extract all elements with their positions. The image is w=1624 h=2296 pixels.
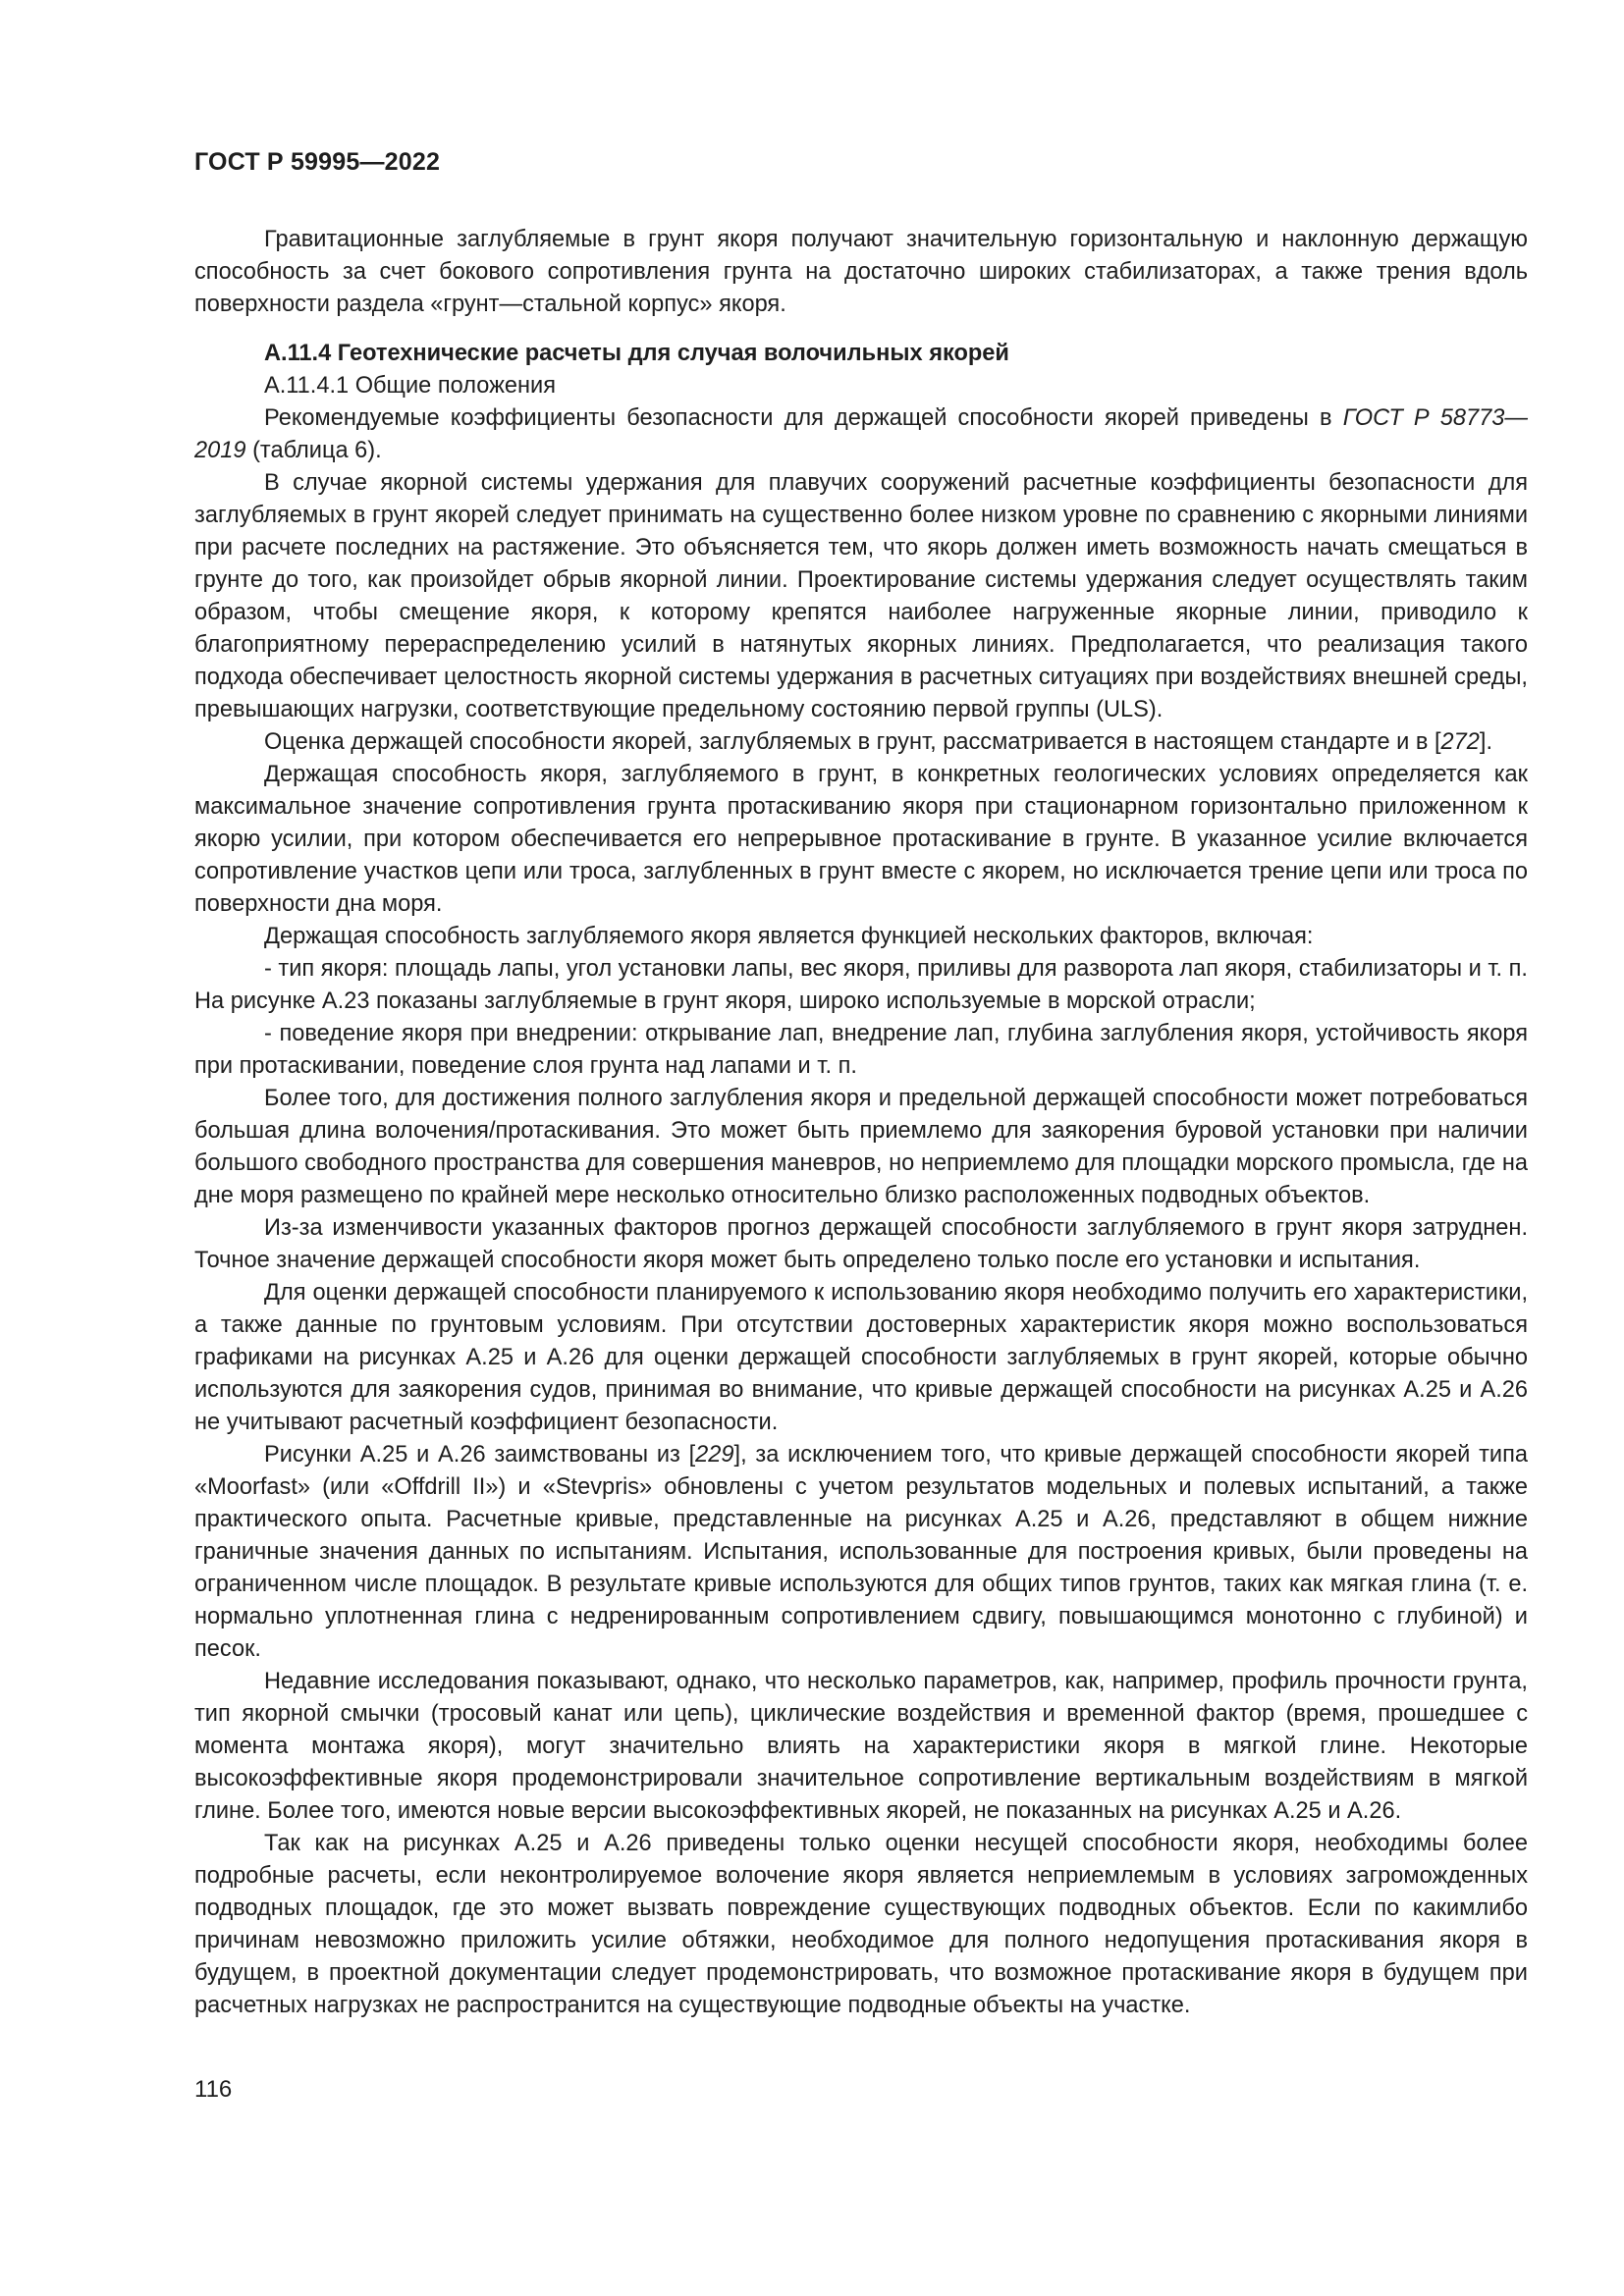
paragraph-drag-length: Более того, для достижения полного заглубления якоря и предельной держащей способности может потребоваться большая длина волочения/протаскивания. Это может быть приемлемо для заякорения буровой установки при наличии большого свободного пространства для совершения маневров, но неприемлемо для площадки морского промысла, где на дне моря размещено по крайней мере несколько относительно близко расположенных подводных объектов. bbox=[194, 1086, 1528, 1208]
figures-source-rest: ], за исключением того, что кривые держащей способности якорей типа «Moorfast» (или «Offdrill II») и «Stevpris» обновлены с учетом результатов модельных и полевых испытаний, а также практического опыта. Расчетные кривые, представленные на рисунках А.25 и А.26, представляют в общем нижние граничные значения данных по испытаниям. Испытания, использованные для построения кривых, были проведены на ограниченном числе площадок. В результате кривые используются для общих типов грунтов, таких как мягкая глина (т. е. нормально уплотненная глина с недренированным сопротивлением сдвигу, повышающимся монотонно с глубиной) и песок. bbox=[194, 1442, 1528, 1662]
paragraph-detailed-calculations: Так как на рисунках А.25 и А.26 приведены только оценки несущей способности якоря, необходимы более подробные расчеты, если неконтролируемое волочение якоря является неприемлемым в условиях загроможденных подводных площадок, где это может вызвать повреждение существующих подводных объектов. Если по какимлибо причинам невозможно приложить усилие обтяжки, необходимое для полного недопущения протаскивания якоря в будущем, в проектной документации следует продемонстрировать, что возможное протаскивание якоря в будущем при расчетных нагрузках не распространится на существующие подводные объекты на участке. bbox=[194, 1831, 1528, 2018]
gost-reference: ГОСТ Р 58773—2019 bbox=[194, 405, 1529, 463]
safety-factors-table-ref: (таблица 6). bbox=[252, 438, 382, 463]
paragraph-recent-research: Недавние исследования показывают, однако, что несколько параметров, как, например, профиль прочности грунта, тип якорной смычки (тросовый канат или цепь), циклические воздействия и временной фактор (время, прошедшее с момента монтажа якоря), могут значительно влиять на характеристики якоря в мягкой глине. Некоторые высокоэффективные якоря продемонстрировали значительное сопротивление вертикальным воздействиям в мягкой глине. Более того, имеются новые версии высокоэффективных якорей, не показанных на рисунках А.25 и А.26. bbox=[194, 1669, 1528, 1824]
list-item-anchor-behavior: - поведение якоря при внедрении: открывание лап, внедрение лап, глубина заглубления якоря, устойчивость якоря при протаскивании, поведение слоя грунта над лапами и т. п. bbox=[194, 1021, 1528, 1079]
paragraph-variability: Из-за изменчивости указанных факторов прогноз держащей способности заглубляемого в грунт якоря затруднен. Точное значение держащей способности якоря может быть определено только после его установки и испытания. bbox=[194, 1215, 1528, 1273]
page-body bbox=[194, 224, 1528, 2022]
paragraph-holding-capacity-definition: Держащая способность якоря, заглубляемого в грунт, в конкретных геологических условиях определяется как максимальное значение сопротивления грунта протаскиванию якоря при стационарном горизонтально приложенном к якорю усилии, при котором обеспечивается его непрерывное протаскивание в грунте. В указанное усилие включается сопротивление участков цепи или троса, заглубленных в грунт вместе с якорем, но исключается трение цепи или троса по поверхности дна моря. bbox=[194, 762, 1528, 917]
standard-designation: ГОСТ Р 59995—2022 bbox=[194, 148, 441, 176]
safety-factors-text: Рекомендуемые коэффициенты безопасности для держащей способности якорей приведены в bbox=[264, 405, 1332, 431]
subsection-title-a-11-4-1: А.11.4.1 Общие положения bbox=[264, 373, 556, 399]
paragraph-gravity-anchors: Гравитационные заглубляемые в грунт якоря получают значительную горизонтальную и наклонную держащую способность за счет бокового сопротивления грунта на достаточно широких стабилизаторах, а также трения вдоль поверхности раздела «грунт—стальной корпус» якоря. bbox=[194, 227, 1528, 317]
bibliography-ref-272: 272 bbox=[1440, 729, 1480, 755]
list-item-anchor-type: - тип якоря: площадь лапы, угол установки лапы, вес якоря, приливы для разворота лап якоря, стабилизаторы и т. п. На рисунке А.23 показаны заглубляемые в грунт якоря, широко используемые в морской отрасли; bbox=[194, 956, 1528, 1014]
figures-source-text: Рисунки А.25 и А.26 заимствованы из [ bbox=[264, 1442, 696, 1468]
paragraph-figures-source bbox=[194, 1439, 1528, 1666]
paragraph-safety-factors bbox=[194, 402, 1528, 467]
page-number: 116 bbox=[194, 2076, 233, 2103]
bibliography-ref-229: 229 bbox=[695, 1442, 734, 1468]
paragraph-assessment-data: Для оценки держащей способности планируемого к использованию якоря необходимо получить его характеристики, а также данные по грунтовым условиям. При отсутствии достоверных характеристик якоря можно воспользоваться графиками на рисунках А.25 и А.26 для оценки держащей способности заглубляемых в грунт якорей, которые обычно используются для заякорения судов, принимая во внимание, что кривые держащей способности на рисунках А.25 и А.26 не учитывают расчетный коэффициент безопасности. bbox=[194, 1280, 1528, 1435]
paragraph-factors-intro: Держащая способность заглубляемого якоря является функцией нескольких факторов, включая: bbox=[264, 924, 1314, 949]
section-title-a-11-4: А.11.4 Геотехнические расчеты для случая волочильных якорей bbox=[264, 341, 1009, 366]
paragraph-capacity-assessment bbox=[194, 726, 1528, 759]
paragraph-mooring-system: В случае якорной системы удержания для плавучих сооружений расчетные коэффициенты безопасности для заглубляемых в грунт якорей следует принимать на существенно более низком уровне по сравнению с якорными линиями при расчете последних на растяжение. Это объясняется тем, что якорь должен иметь возможность начать смещаться в грунте до того, как произойдет обрыв якорной линии. Проектирование системы удержания следует осуществлять таким образом, чтобы смещение якоря, к которому крепятся наиболее нагруженные якорные линии, приводило к благоприятному перераспределению усилий в натянутых якорных линиях. Предполагается, что реализация такого подхода обеспечивает целостность якорной системы удержания в расчетных ситуациях при воздействиях внешней среды, превышающих нагрузки, соответствующие предельному состоянию первой группы (ULS). bbox=[194, 470, 1528, 722]
document-header bbox=[194, 147, 440, 177]
capacity-assessment-text: Оценка держащей способности якорей, заглубляемых в грунт, рассматривается в настоящем стандарте и в [ bbox=[264, 729, 1441, 755]
body-text bbox=[194, 224, 1528, 2022]
capacity-assessment-close: ]. bbox=[1479, 729, 1493, 755]
